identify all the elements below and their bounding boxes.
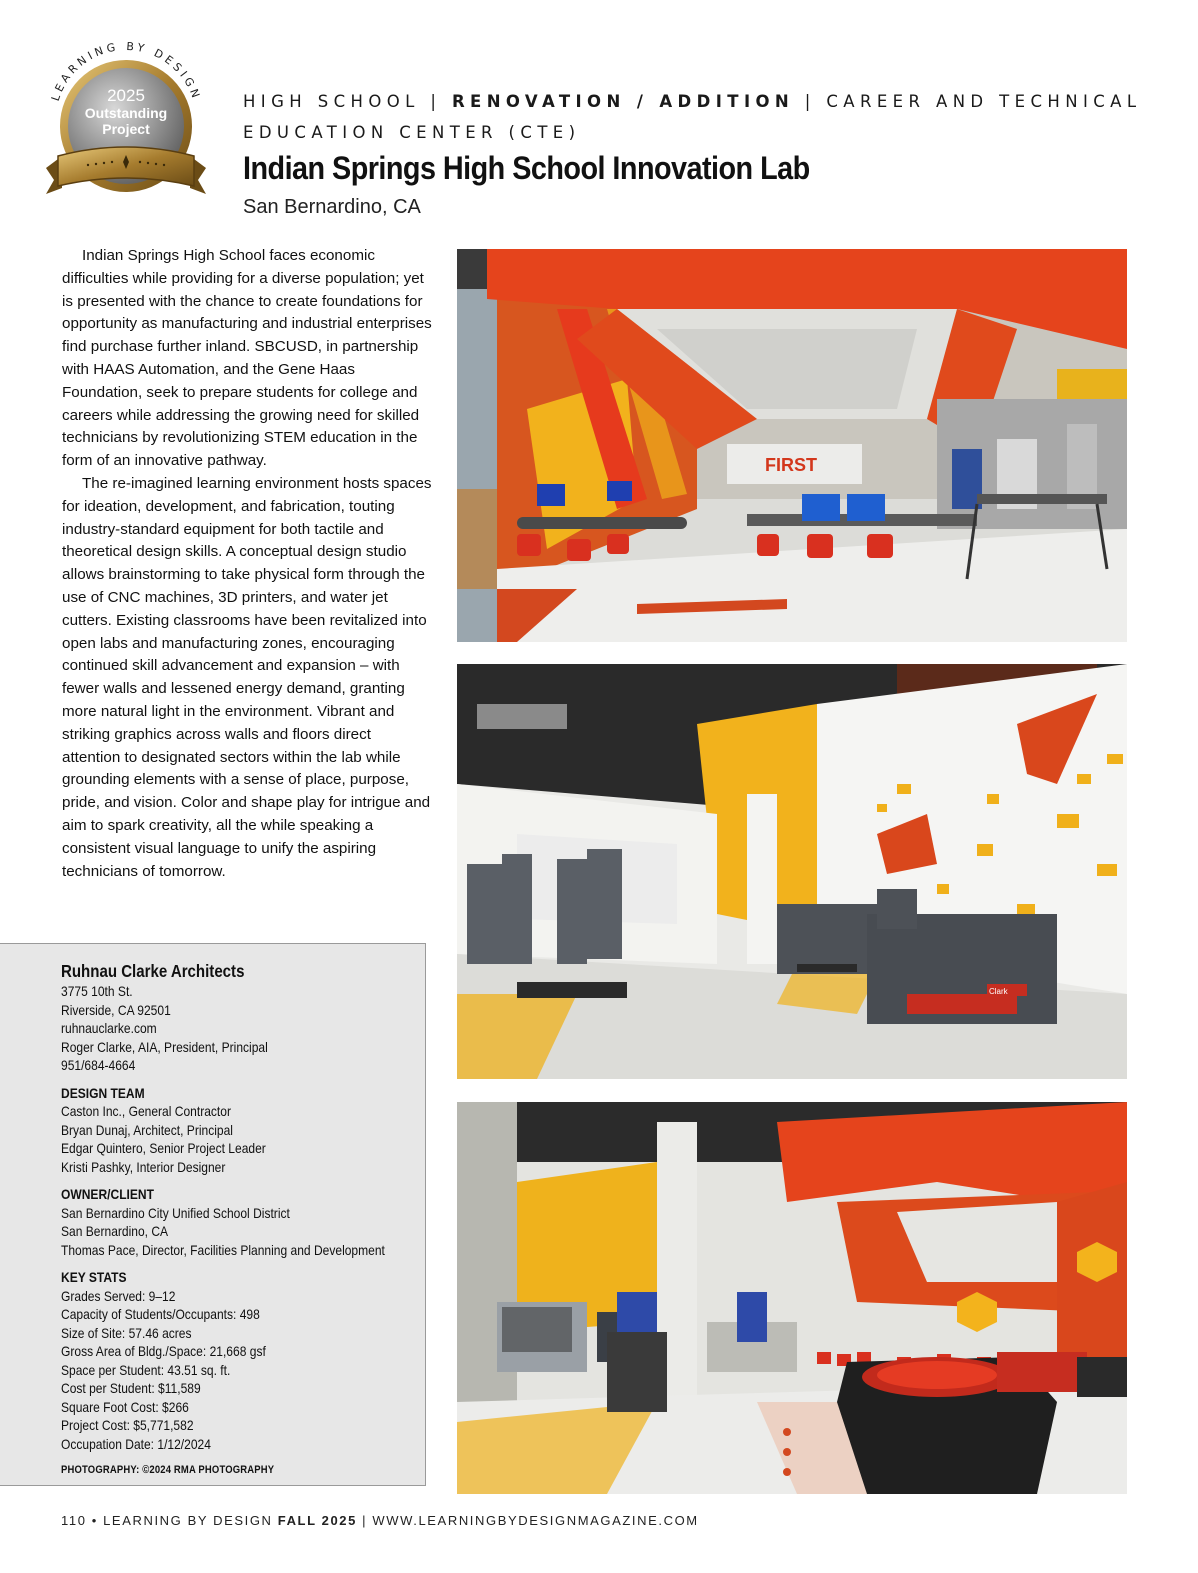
list-item: Capacity of Students/Occupants: 498: [61, 1306, 260, 1322]
machine-label: Clark: [989, 987, 1008, 996]
list-item: Caston Inc., General Contractor: [61, 1103, 231, 1119]
key-stats-list: [61, 1287, 422, 1454]
owner-list: [61, 1204, 422, 1260]
project-info-box: [0, 943, 426, 1486]
list-item: Grades Served: 9–12: [61, 1287, 176, 1304]
page-title: Indian Springs High School Innovation Lab: [243, 150, 810, 186]
firm-address: [61, 982, 422, 1075]
firm-name: Ruhnau Clarke Architects: [61, 961, 245, 981]
list-item: Cost per Student: $11,589: [61, 1380, 201, 1396]
paragraph-1: Indian Springs High School faces economic difficulties while providing for a diverse population; yet is presented with the chance to create foundations for opportunity as manufacturing and industrial enterprises find purchase further inland. SBCUSD, in partnership with HAAS Automation, and the Gene Haas Foundation, seek to prepare students for college and careers while addressing the growing need for skilled technicians by revolutionizing STEM education in the form of an innovative pathway.: [62, 247, 432, 470]
photo-fabrication-lab: [457, 1102, 1127, 1494]
firm-website: ruhnauclarke.com: [61, 1020, 157, 1036]
list-item: Square Foot Cost: $266: [61, 1398, 189, 1415]
design-team-heading: DESIGN TEAM: [61, 1084, 145, 1101]
paragraph-2: The re-imagined learning environment hosts spaces for ideation, development, and fabrication, touting industry-standard equipment for both tactile and theoretical design skills. A conceptual design studio allows brainstorming to take physical form through the use of CNC machines, 3D printers, and water jet cutters. Existing classrooms have been revitalized into open labs and manufacturing zones, encouraging continued skill advancement and expansion – with fewer walls and lessened energy demand, granting more natural light in the environment. Vibrant and striking graphics across walls and floors direct attention to designated sectors within the lab while grounding elements with a sense of place, purpose, pride, and vision. Color and shape play for intrigue and aim to spark creativity, all the while speaking a consistent visual language to unify the aspiring technicians of tomorrow.: [62, 474, 432, 880]
footer-part1: 110 • LEARNING BY DESIGN: [61, 1513, 278, 1528]
list-item: Occupation Date: 1/12/2024: [61, 1435, 211, 1452]
list-item: Size of Site: 57.46 acres: [61, 1324, 192, 1341]
firm-phone: 951/684-4664: [61, 1057, 136, 1073]
badge-arc-text: LEARNING BY DESIGN: [48, 39, 204, 103]
outstanding-project-badge: [38, 38, 214, 204]
list-item: Kristi Pashky, Interior Designer: [61, 1158, 226, 1175]
footer-website: | WWW.LEARNINGBYDESIGNMAGAZINE.COM: [356, 1513, 699, 1528]
list-item: Project Cost: $5,771,582: [61, 1417, 194, 1433]
photo-machine-shop: [457, 664, 1127, 1079]
project-location: San Bernardino, CA: [243, 196, 421, 218]
photo-credit: PHOTOGRAPHY: ©2024 RMA PHOTOGRAPHY: [61, 1464, 275, 1476]
list-item: San Bernardino City Unified School District: [61, 1204, 290, 1221]
list-item: Gross Area of Bldg./Space: 21,668 gsf: [61, 1343, 266, 1359]
badge-line2: Project: [102, 121, 150, 137]
photo-design-studio: [457, 249, 1127, 642]
list-item: Space per Student: 43.51 sq. ft.: [61, 1361, 231, 1378]
badge-line1: Outstanding: [84, 105, 168, 121]
list-item: Edgar Quintero, Senior Project Leader: [61, 1140, 266, 1156]
key-stats-heading: KEY STATS: [61, 1269, 127, 1285]
article-body: [62, 245, 432, 883]
category-part2: | CAREER AND TECHNICAL EDUCATION CENTER (CTE): [243, 92, 1142, 142]
wall-sign: FIRST: [765, 455, 817, 475]
badge-year: 2025: [107, 86, 145, 105]
list-item: Bryan Dunaj, Architect, Principal: [61, 1121, 233, 1138]
project-category: [243, 86, 1143, 148]
page-footer: [61, 1513, 699, 1528]
owner-heading: OWNER/CLIENT: [61, 1186, 154, 1202]
badge-seal: [38, 38, 214, 204]
list-item: San Bernardino, CA: [61, 1223, 169, 1239]
address-line: 3775 10th St.: [61, 983, 133, 999]
firm-contact: Roger Clarke, AIA, President, Principal: [61, 1038, 268, 1055]
category-bold: RENOVATION / ADDITION: [451, 92, 795, 111]
category-part1: HIGH SCHOOL |: [243, 92, 452, 111]
address-line: Riverside, CA 92501: [61, 1001, 171, 1018]
footer-issue: FALL 2025: [277, 1513, 357, 1528]
design-team-list: [61, 1102, 422, 1176]
list-item: Thomas Pace, Director, Facilities Planning and Development: [61, 1241, 385, 1258]
